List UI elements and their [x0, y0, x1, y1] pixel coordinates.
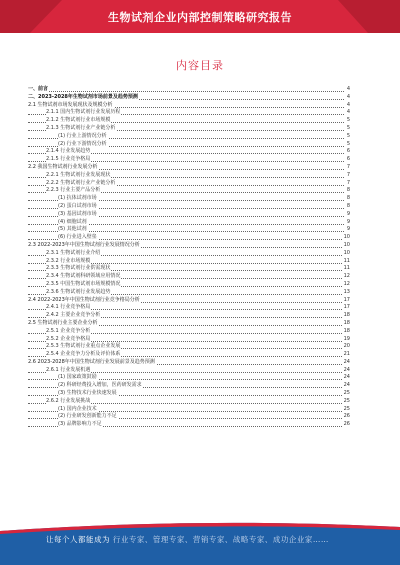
toc-entry-label: (3) 品牌影响力不足 — [58, 421, 102, 428]
toc-entry-page: 4 — [346, 93, 350, 100]
toc-entry-page: 4 — [346, 101, 350, 108]
toc-entry-label: 2.2.3 行业主要产品分析 — [46, 187, 101, 194]
toc-entry-label: (6) 行业进入壁垒 — [58, 234, 97, 241]
toc-entry-page: 18 — [343, 327, 350, 334]
toc-entry-label: 2.4 2022-2023年中国生物试剂行业竞争格局分析 — [28, 296, 140, 303]
toc-entry-label: (4) 细胞试剂 — [58, 218, 87, 225]
toc-entry-page: 19 — [343, 335, 350, 342]
toc-entry-label: 2.5.1 企业竞争分析 — [46, 327, 91, 334]
toc-entry[interactable] — [28, 328, 350, 336]
toc-entry-label: 2.5.2 企业竞争格局 — [46, 335, 91, 342]
toc-entry-label: (1) 行业上游情况分析 — [58, 132, 107, 139]
toc-entry-page: 11 — [343, 257, 350, 264]
toc-leader-dots — [28, 91, 344, 92]
toc-entry-label: 一、前言 — [28, 86, 49, 92]
toc-entry-page: 25 — [343, 397, 350, 404]
toc-entry-label: 2.1.1 国内生物试剂行业发展历程 — [46, 109, 121, 116]
toc-entry-page: 9 — [346, 218, 350, 225]
toc-entry[interactable] — [28, 117, 350, 125]
toc-entry[interactable] — [28, 94, 350, 102]
toc-entry-label: 2.4.2 主要企业竞争分析 — [46, 312, 101, 319]
toc-entry-page: 5 — [346, 117, 350, 124]
toc-entry[interactable] — [28, 133, 350, 141]
toc-entry-label: (3) 基因试剂市场 — [58, 210, 97, 217]
toc-entry-label: 2.4.1 行业竞争格局 — [46, 304, 91, 311]
toc-entry-label: 2.3 2022-2023年中国生物试剂行业发展情况分析 — [28, 241, 140, 248]
toc-entry-label: 2.6.2 行业发展挑战 — [46, 397, 91, 404]
toc-entry-label: 2.3.1 生物试剂行业介绍 — [46, 249, 101, 256]
toc-entry[interactable] — [28, 187, 350, 195]
toc-entry-page: 18 — [343, 312, 350, 319]
toc-entry-page: 25 — [343, 390, 350, 397]
toc-entry-label: 2.1.4 行业发展趋势 — [46, 148, 91, 155]
toc-entry[interactable] — [28, 195, 350, 203]
toc-entry[interactable] — [28, 148, 350, 156]
toc-entry-page: 4 — [346, 109, 350, 116]
toc-entry[interactable] — [28, 211, 350, 219]
toc-entry-label: 2.2.1 生物试剂行业发展现状 — [46, 171, 111, 178]
toc-entry-page: 18 — [343, 319, 350, 326]
toc-entry-page: 12 — [343, 280, 350, 287]
toc-entry-page: 21 — [343, 351, 350, 358]
toc-entry-page: 5 — [346, 140, 350, 147]
toc-entry[interactable] — [28, 281, 350, 289]
toc-entry[interactable] — [28, 164, 350, 172]
toc-entry-label: (1) 国家政策鼓励 — [58, 374, 97, 381]
toc-entry[interactable] — [28, 250, 350, 258]
toc-entry-label: 2.5.3 生物试剂行业重点企业发展 — [46, 343, 121, 350]
toc-entry[interactable] — [28, 86, 350, 94]
toc-entry-page: 24 — [343, 358, 350, 365]
toc-entry-label: 2.1.2 生物试剂行业市场规模 — [46, 117, 111, 124]
toc-entry-label: 2.1 生物试剂市场发展现状及规模分析 — [28, 101, 113, 108]
toc-entry-page: 8 — [346, 187, 350, 194]
footer-slogan — [46, 534, 329, 545]
toc-entry-label: 2.2.2 生物试剂行业产业链分析 — [46, 179, 116, 186]
toc-entry[interactable] — [28, 265, 350, 273]
toc-entry-page: 12 — [343, 273, 350, 280]
toc-entry-page: 5 — [346, 124, 350, 131]
toc-entry-page: 5 — [346, 132, 350, 139]
report-header — [0, 0, 400, 33]
toc-entry-page: 24 — [343, 366, 350, 373]
toc-entry-label: 2.5.4 企业竞争力分析及评价体系 — [46, 351, 121, 358]
toc-entry-page: 6 — [346, 156, 350, 163]
toc-entry-label: 2.3.5 中国生物试剂市场规模情况 — [46, 280, 121, 287]
toc-entry-label: 2.6 2023-2028年中国生物试剂行业发展前景及趋势预测 — [28, 358, 155, 365]
toc-entry-label: 2.6.1 行业发展机遇 — [46, 366, 91, 373]
toc-entry[interactable] — [28, 125, 350, 133]
footer-tagline: 行业专家、管理专家、营销专家、战略专家、成功企业家…… — [112, 535, 329, 544]
toc-entry-page: 10 — [343, 241, 350, 248]
toc-entry-page: 7 — [346, 171, 350, 178]
toc-entry[interactable] — [28, 312, 350, 320]
toc-entry[interactable] — [28, 289, 350, 297]
toc-entry-page: 8 — [346, 202, 350, 209]
toc-entry-page: 7 — [346, 163, 350, 170]
toc-entry-page: 17 — [343, 296, 350, 303]
toc-entry-label: (1) 抗体试剂市场 — [58, 195, 97, 202]
toc-entry-page: 6 — [346, 148, 350, 155]
footer-lead: 让每个人都能成为 — [46, 535, 110, 544]
toc-entry[interactable] — [28, 382, 350, 390]
toc-entry-page: 26 — [343, 413, 350, 420]
toc-entry-label: (1) 国内企业技术 — [58, 405, 97, 412]
toc-entry-page: 24 — [343, 374, 350, 381]
toc-entry-label: 2.5 生物试剂行业主要企业分析 — [28, 319, 98, 326]
toc-entry[interactable] — [28, 172, 350, 180]
toc-entry-page: 8 — [346, 195, 350, 202]
toc-entry-label: 2.3.3 生物试剂行业供需现状 — [46, 265, 111, 272]
toc-entry[interactable] — [28, 203, 350, 211]
report-title: 生物试剂企业内部控制策略研究报告 — [108, 11, 292, 24]
toc-entry-label: (2) 蛋白试剂市场 — [58, 202, 97, 209]
toc-entry-label: (3) 生物技术行业快速发展 — [58, 390, 117, 397]
toc-entry-page: 9 — [346, 210, 350, 217]
toc-entry[interactable] — [28, 304, 350, 312]
toc-entry-label: 2.3.2 行业市场规模 — [46, 257, 91, 264]
toc-entry-page: 17 — [343, 304, 350, 311]
toc-entry-label: (5) 其他试剂 — [58, 226, 87, 233]
toc-entry-label: 2.1.5 行业竞争格局 — [46, 156, 91, 163]
toc-entry-label: 2.2 我国生物试剂行业发展分析 — [28, 163, 98, 170]
toc-entry-page: 10 — [343, 234, 350, 241]
toc-entry[interactable] — [28, 273, 350, 281]
toc-entry[interactable] — [28, 343, 350, 351]
toc-entry-page: 25 — [343, 405, 350, 412]
toc-entry-label: (2) 行业下游情况分析 — [58, 140, 107, 147]
toc-entry[interactable] — [28, 234, 350, 242]
toc-entry-label: 二、2023-2028年生物试剂市场前景及趋势预测 — [28, 93, 138, 100]
toc-entry[interactable] — [28, 351, 350, 359]
toc-entry-page: 13 — [343, 288, 350, 295]
toc-entry[interactable] — [28, 320, 350, 328]
toc-entry[interactable] — [28, 242, 350, 250]
toc-entry-page: 10 — [343, 249, 350, 256]
toc-entry[interactable] — [28, 156, 350, 164]
toc-entry-label: (2) 科研经费投入增加，医药研发需求 — [58, 382, 142, 389]
toc-entry[interactable] — [28, 421, 350, 429]
toc-entry[interactable] — [28, 398, 350, 406]
toc-entry-page: 11 — [343, 265, 350, 272]
toc-entry[interactable] — [28, 390, 350, 398]
toc-entry-page: 9 — [346, 226, 350, 233]
toc-entry-page: 26 — [343, 421, 350, 428]
toc-entry[interactable] — [28, 226, 350, 234]
toc-heading: 内容目录 — [176, 59, 224, 72]
toc-entry-page: 24 — [343, 382, 350, 389]
toc-entry-label: 2.1.3 生物试剂行业产业链分析 — [46, 124, 116, 131]
table-of-contents — [28, 86, 350, 429]
report-footer — [0, 521, 400, 565]
toc-entry-label: (2) 行业研发创新能力不足 — [58, 413, 117, 420]
toc-entry-page: 7 — [346, 179, 350, 186]
toc-entry-page: 20 — [343, 343, 350, 350]
toc-entry-label: 2.3.6 生物试剂行业发展趋势 — [46, 288, 111, 295]
toc-entry-page: 4 — [346, 86, 350, 92]
toc-entry-label: 2.3.4 生物试剂科研领域应用情况 — [46, 273, 121, 280]
toc-entry[interactable] — [28, 359, 350, 367]
